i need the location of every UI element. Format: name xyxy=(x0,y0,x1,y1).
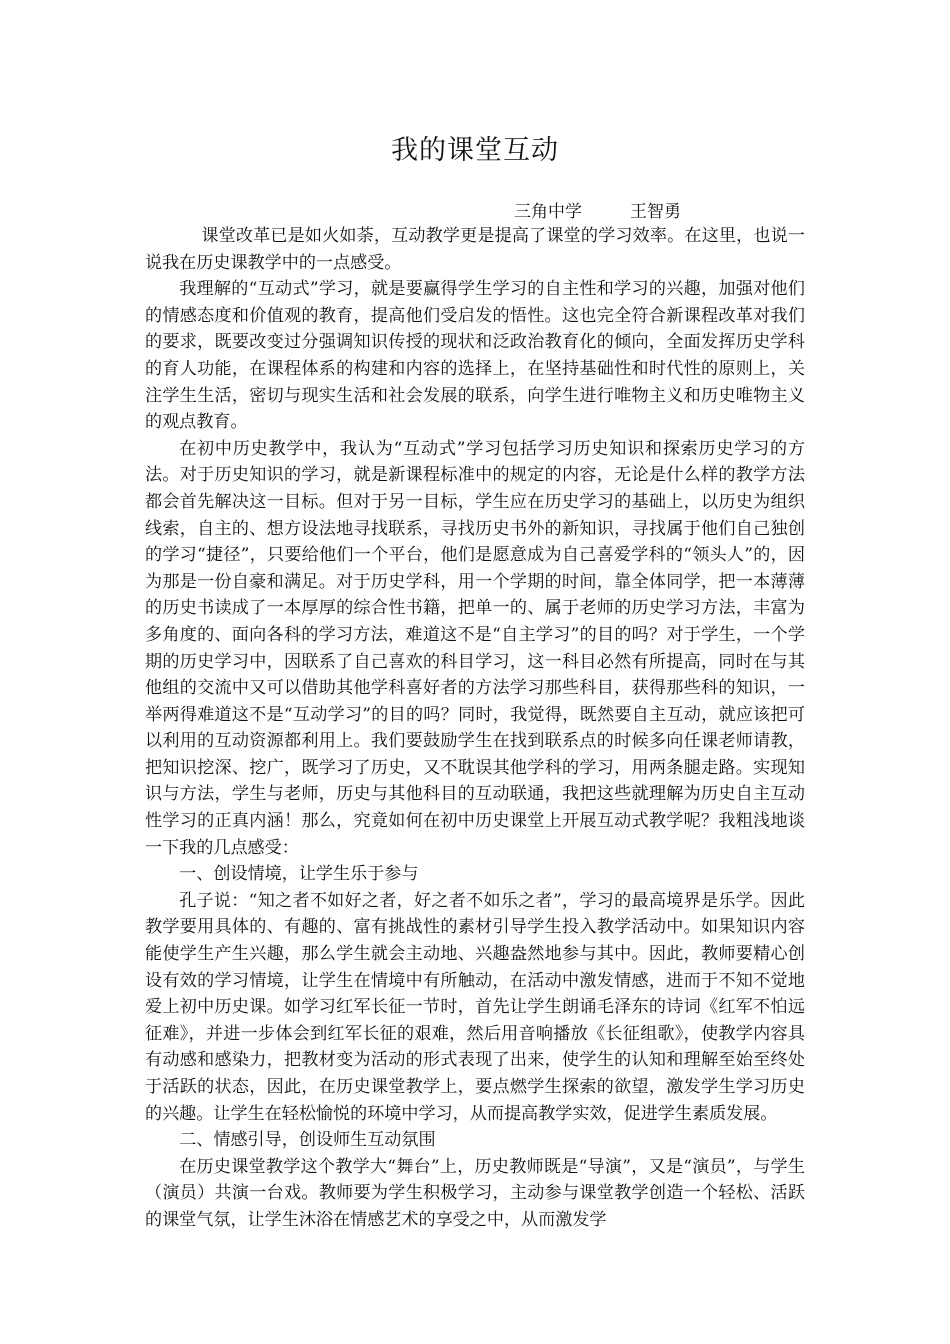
section-heading-2: 二、情感引导，创设师生互动氛围 xyxy=(179,1130,436,1151)
paragraph-intro: 课堂改革已是如火如荼，互动教学更是提高了课堂的学习效率。在这里，也说一说我在历史课教学中的一点感受。 xyxy=(145,226,805,273)
author-name: 王智勇 xyxy=(630,202,681,222)
paragraph-section-1: 孔子说：“知之者不如好之者，好之者不如乐之者”，学习的最高境界是乐学。因此教学要用具体的、有趣的、富有挑战性的素材引导学生投入教学活动中。如果知识内容能使学生产生兴趣，那么学生就会主动地、兴趣盎然地参与其中。因此，教师要精心创设有效的学习情境，让学生在情境中有所触动，在活动中激发情感，进而于不知不觉地爱上初中历史课。如学习红军长征一节时，首先让学生朗诵毛泽东的诗词《红军不怕远征难》，并进一步体会到红军长征的艰难，然后用音响播放《长征组歌》，使教学内容具有动感和感染力，把教材变为活动的形式表现了出来，使学生的认知和理解至始至终处于活跃的状态，因此，在历史课堂教学上，要点燃学生探索的欲望，激发学生学习历史的兴趣。让学生在轻松愉悦的环境中学习，从而提高教学实效，促进学生素质发展。 xyxy=(145,890,805,1124)
paragraph-teaching: 在初中历史教学中，我认为“互动式”学习包括学习历史知识和探索历史学习的方法。对于历史知识的学习，就是新课程标准中的规定的内容，无论是什么样的教学方法都会首先解决这一目标。但对于另一目标，学生应在历史学习的基础上，以历史为组织线索，自主的、想方设法地寻找联系，寻找历史书外的新知识，寻找属于他们自己独创的学习“捷径”，只要给他们一个平台，他们是愿意成为自己喜爱学科的“领头人”的，因为那是一份自豪和满足。对于历史学科，用一个学期的时间，靠全体同学，把一本薄薄的历史书读成了一本厚厚的综合性书籍，把单一的、属于老师的历史学习方法，丰富为多角度的、面向各科的学习方法，难道这不是“自主学习”的目的吗？对于学生，一个学期的历史学习中，因联系了自己喜欢的科目学习，这一科目必然有所提高，同时在与其他组的交流中又可以借助其他学科喜好者的方法学习那些科目，获得那些科的知识，一举两得难道这不是“互动学习”的目的吗？同时，我觉得，既然要自主互动，就应该把可以利用的互动资源都利用上。我们要鼓励学生在找到联系点的时候多向任课老师请教，把知识挖深、挖广，既学习了历史，又不耽误其他学科的学习，用两条腿走路。实现知识与方法，学生与老师，历史与其他科目的互动联通，我把这些就理解为历史自主互动性学习的正真内涵！那么，究竟如何在初中历史课堂上开展互动式教学呢？我粗浅地谈一下我的几点感受： xyxy=(145,438,805,858)
document-title: 我的课堂互动 xyxy=(391,135,559,166)
article-body xyxy=(145,223,805,1234)
school-name: 三角中学 xyxy=(514,202,582,222)
section-heading-1: 一、创设情境，让学生乐于参与 xyxy=(179,864,419,885)
paragraph-section-2: 在历史课堂教学这个教学大“舞台”上，历史教师既是“导演”，又是“演员”，与学生（演员）共演一台戏。教师要为学生积极学习，主动参与课堂教学创造一个轻松、活跃的课堂气氛，让学生沐浴在情感艺术的享受之中，从而激发学 xyxy=(145,1156,805,1230)
paragraph-understanding: 我理解的“互动式”学习，就是要赢得学生学习的自主性和学习的兴趣，加强对他们的情感态度和价值观的教育，提高他们受启发的悟性。这也完全符合新课程改革对我们的要求，既要改变过分强调知识传授的现状和泛政治教育化的倾向，全面发挥历史学科的育人功能，在课程体系的构建和内容的选择上，在坚持基础性和时代性的原则上，关注学生生活，密切与现实生活和社会发展的联系，向学生进行唯物主义和历史唯物主义的观点教育。 xyxy=(145,279,805,433)
byline xyxy=(514,198,681,226)
